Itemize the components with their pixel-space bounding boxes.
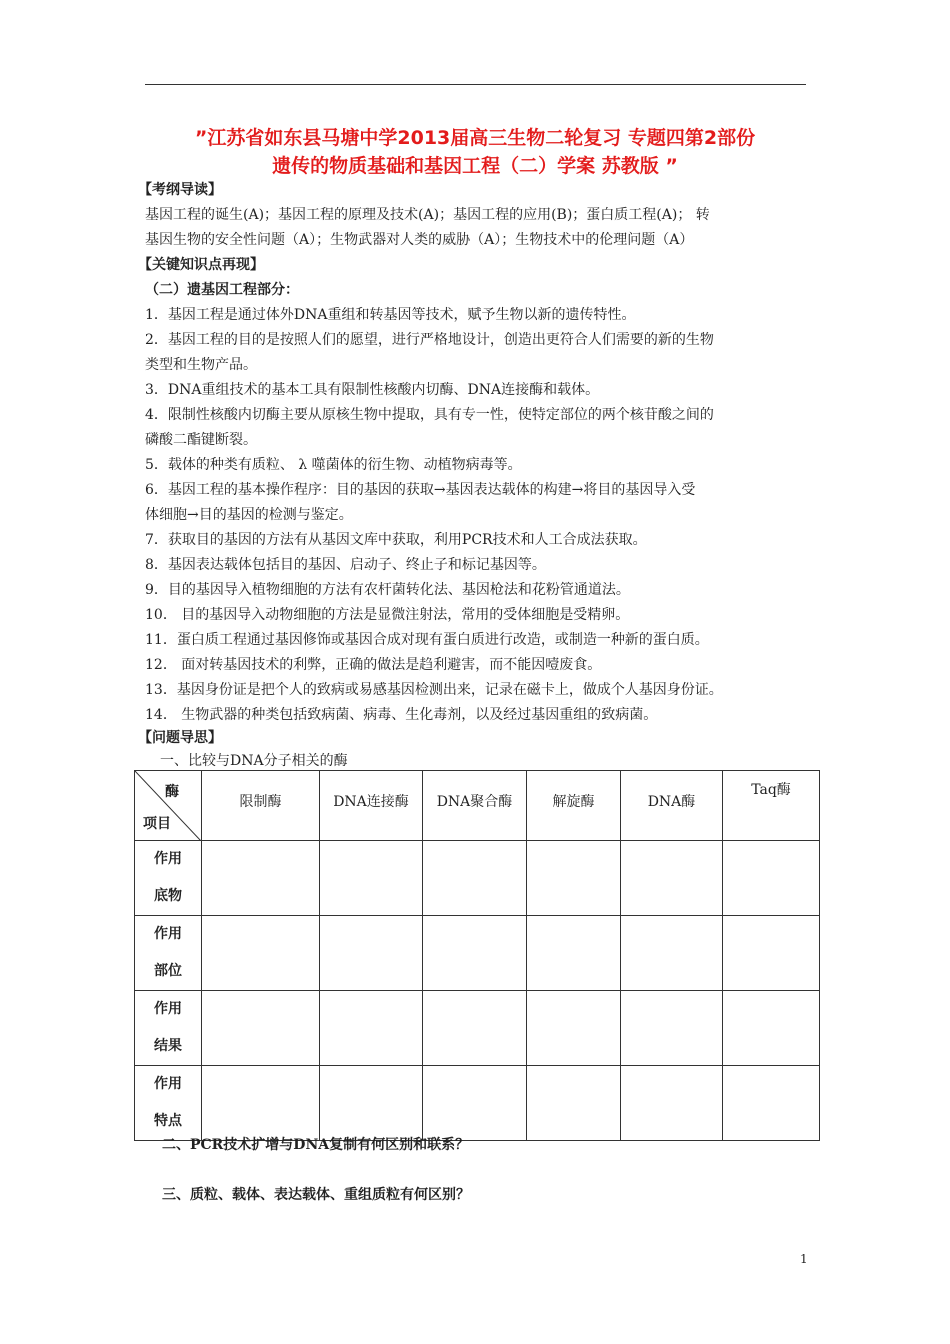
knowledge-line: 7．获取目的基因的方法有从基因文库中获取，利用PCR技术和人工合成法获取。 (145, 532, 647, 548)
enzyme-comparison-table (134, 770, 820, 1141)
table-cell[interactable] (202, 916, 320, 991)
knowledge-line: 12． 面对转基因技术的利弊，正确的做法是趋利避害，而不能因噎废食。 (145, 657, 602, 673)
table-header: Taq酶 (723, 771, 820, 841)
knowledge-line: 8．基因表达载体包括目的基因、启动子、终止子和标记基因等。 (145, 557, 546, 573)
row-label (135, 991, 202, 1066)
table-cell[interactable] (527, 1066, 621, 1141)
row-label-line: 作用 (154, 851, 182, 867)
table-cell[interactable] (202, 1066, 320, 1141)
table-header: 解旋酶 (527, 771, 621, 841)
knowledge-line: 类型和生物产品。 (145, 357, 257, 373)
question-3: 三、质粒、载体、表达载体、重组质粒有何区别？ (162, 1187, 470, 1203)
row-label-line: 部位 (154, 963, 182, 979)
table-cell[interactable] (621, 1066, 723, 1141)
knowledge-line: 9．目的基因导入植物细胞的方法有农杆菌转化法、基因枪法和花粉管通道法。 (145, 582, 630, 598)
table-cell[interactable] (423, 841, 527, 916)
table-cell[interactable] (527, 841, 621, 916)
knowledge-subheading: （二）遗基因工程部分： (145, 282, 299, 298)
table-header: 限制酶 (202, 771, 320, 841)
guide-heading: 【考纲导读】 (138, 182, 222, 198)
question-1: 一、比较与DNA分子相关的酶 (160, 753, 348, 769)
table-cell[interactable] (320, 991, 423, 1066)
document-title (120, 124, 830, 180)
header-rule (145, 84, 806, 85)
row-label-line: 作用 (154, 1076, 182, 1092)
table-cell[interactable] (320, 1066, 423, 1141)
title-line-2: 遗传的物质基础和基因工程（二）学案 苏教版 ” (272, 155, 678, 177)
table-header: DNA酶 (621, 771, 723, 841)
knowledge-line: 11．蛋白质工程通过基因修饰或基因合成对现有蛋白质进行改造，或制造一种新的蛋白质。 (145, 632, 709, 648)
knowledge-line: 14． 生物武器的种类包括致病菌、病毒、生化毒剂，以及经过基因重组的致病菌。 (145, 707, 658, 723)
row-label-line: 作用 (154, 926, 182, 942)
knowledge-line: 10． 目的基因导入动物细胞的方法是显微注射法，常用的受体细胞是受精卵。 (145, 607, 630, 623)
table-cell[interactable] (723, 1066, 820, 1141)
row-label (135, 916, 202, 991)
table-cell[interactable] (527, 991, 621, 1066)
row-label-line: 作用 (154, 1001, 182, 1017)
knowledge-line: 1．基因工程是通过体外DNA重组和转基因等技术，赋予生物以新的遗传特性。 (145, 307, 636, 323)
question-2: 二、PCR技术扩增与DNA复制有何区别和联系？ (162, 1137, 470, 1153)
table-cell[interactable] (621, 916, 723, 991)
title-line-1: ”江苏省如东县马塘中学2013届高三生物二轮复习 专题四第2部份 (194, 127, 756, 149)
corner-top-label: 酶 (165, 784, 179, 800)
table-cell[interactable] (621, 991, 723, 1066)
table-cell[interactable] (527, 916, 621, 991)
table-header: DNA聚合酶 (423, 771, 527, 841)
table-cell[interactable] (320, 841, 423, 916)
row-label (135, 1066, 202, 1141)
table-header-row (135, 771, 820, 841)
table-cell[interactable] (621, 841, 723, 916)
table-cell[interactable] (320, 916, 423, 991)
row-label-line: 结果 (154, 1038, 182, 1054)
knowledge-line: 13．基因身份证是把个人的致病或易感基因检测出来，记录在磁卡上，做成个人基因身份证。 (145, 682, 723, 698)
knowledge-line: 4．限制性核酸内切酶主要从原核生物中提取，具有专一性，使特定部位的两个核苷酸之间的 (145, 407, 714, 423)
row-label-line: 特点 (154, 1113, 182, 1129)
page-number: 1 (800, 1252, 808, 1266)
knowledge-line: 5．载体的种类有质粒、 λ 噬菌体的衍生物、动植物病毒等。 (145, 457, 522, 473)
table-corner-cell (135, 771, 202, 841)
row-label (135, 841, 202, 916)
corner-bottom-label: 项目 (143, 816, 171, 832)
knowledge-line: 磷酸二酯键断裂。 (145, 432, 257, 448)
table-cell[interactable] (723, 916, 820, 991)
table-cell[interactable] (423, 916, 527, 991)
knowledge-line: 6．基因工程的基本操作程序：目的基因的获取→基因表达载体的构建→将目的基因导入受 (145, 482, 696, 498)
guide-line-2: 基因生物的安全性问题（A）；生物武器对人类的威胁（A）；生物技术中的伦理问题（A） (145, 232, 694, 248)
table-row (135, 916, 820, 991)
knowledge-heading: 【关键知识点再现】 (138, 257, 264, 273)
table-cell[interactable] (723, 841, 820, 916)
knowledge-line: 3．DNA重组技术的基本工具有限制性核酸内切酶、DNA连接酶和载体。 (145, 382, 600, 398)
table-cell[interactable] (202, 991, 320, 1066)
knowledge-line: 2．基因工程的目的是按照人们的愿望，进行严格地设计，创造出更符合人们需要的新的生物 (145, 332, 714, 348)
table-header: DNA连接酶 (320, 771, 423, 841)
table-row (135, 841, 820, 916)
row-label-line: 底物 (154, 888, 182, 904)
table-row (135, 1066, 820, 1141)
guide-line-1: 基因工程的诞生(A)；基因工程的原理及技术(A)；基因工程的应用(B)；蛋白质工程(A)； 转 (145, 207, 710, 223)
table-cell[interactable] (423, 991, 527, 1066)
table-cell[interactable] (723, 991, 820, 1066)
table-row (135, 991, 820, 1066)
knowledge-line: 体细胞→目的基因的检测与鉴定。 (145, 507, 353, 523)
table-cell[interactable] (423, 1066, 527, 1141)
problem-heading: 【问题导思】 (138, 730, 222, 746)
table-cell[interactable] (202, 841, 320, 916)
